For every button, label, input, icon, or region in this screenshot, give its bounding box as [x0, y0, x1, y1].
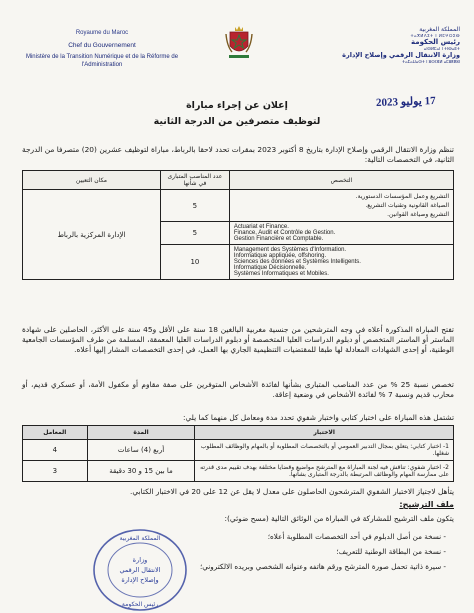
specialty-item: Actuariat et Finance.: [233, 224, 289, 230]
kingdom-tifinagh: ⵜⴰⴳⵍⴷⵉⵜ ⵏ ⵍⵎⵖⵔⵉⴱ: [410, 33, 460, 38]
posts-count: 5: [160, 222, 229, 245]
table-row: [23, 440, 454, 461]
handwritten-date: 17 يوليو 2023: [376, 94, 437, 110]
head-of-government-ar: رئيس الحكومة: [411, 38, 460, 46]
list-item: - نسخة من البطاقة الوطنية للتعريف؛: [336, 547, 446, 556]
ministry-name-fr: Ministère de la Transition Numérique et de la Réforme de l'Administration: [25, 54, 179, 68]
stamp-line3: وإصلاح الإدارة: [121, 576, 159, 584]
specialty-item: Sciences des données et Systèmes Intelligents.: [233, 259, 361, 265]
specialty-item: Informatique Décisionnelle.: [233, 265, 307, 271]
specialty-item: التشريع وعمل المؤسسات الدستورية.: [355, 193, 449, 200]
exam-header-row: [23, 426, 454, 440]
col-coefficient: المعامل: [23, 426, 88, 440]
test-duration: أربع (4) ساعات: [87, 440, 195, 461]
specialty-item: التشريع وصياغة القوانين.: [387, 211, 449, 218]
col-duration: المدة: [87, 426, 195, 440]
oral-qualification-paragraph: يتأهل لاجتياز الاختبار الشفوي المترشحون الحاصلون على معدل لا يقل عن 12 على 20 في الاختبار الكتابي.: [130, 487, 454, 496]
specialty-item: Finance, Audit et Contrôle de Gestion.: [233, 230, 336, 236]
col-posts: عدد المناصب المتبارى في شأنها: [160, 171, 229, 190]
specialties-table: [22, 170, 454, 280]
specialty-item: Informatique appliquée, offshoring.: [233, 253, 327, 259]
specialty-item: Systèmes Informatiques et Mobiles.: [233, 271, 329, 277]
header-right: [335, 26, 460, 64]
section-title-application: ملف الترشيح:: [399, 500, 454, 509]
col-specialty: التخصص: [229, 171, 453, 190]
specialties-header-row: [23, 171, 454, 190]
quota-paragraph: تخصص نسبة 25 % من عدد المناصب المتبارى بشأنها لفائدة الأشخاص المتوفرين على صفة مقاوم أو مكفول الأمة، أو عسكري قديم، أو محارب قديم ونسبة 7 % لفائدة الأشخاص في وضعية إعاقة.: [22, 380, 454, 399]
ministry-name-ar: وزارة الانتقال الرقمي وإصلاح الإدارة: [342, 51, 460, 59]
specialty-item: Management des Systèmes d'Information.: [233, 247, 347, 253]
exam-intro-paragraph: تشتمل هذه المباراة على اختبار كتابي واختبار شفوي تحدد مدة ومعامل كل منهما كما يلي:: [182, 413, 454, 422]
stamp-line2: الانتقال الرقمي: [119, 566, 161, 574]
specialty-cell: [229, 245, 453, 280]
stamp-line1: وزارة: [132, 556, 148, 564]
ministry-name-tifinagh: ⵜⴰⵎⴰⵡⴰⵙⵜ ⵏ ⵓⵙⵏⴼⵍ ⴰⵎⵓⵟⵟⵓⵏ: [402, 59, 460, 64]
test-coefficient: 3: [23, 461, 88, 482]
posts-count: 10: [160, 245, 229, 280]
test-description: 1- اختبار كتابي: يتعلق بمجال التدبير العمومي أو بالتخصصات المطلوبة أو بالمهام والوظائف المطلوب شغلها.: [195, 440, 454, 461]
exam-table: [22, 425, 454, 482]
location-cell: الإدارة المركزية بالرباط: [23, 190, 161, 280]
announcement-title: إعلان عن إجراء مباراة: [186, 100, 288, 111]
col-test: الاختبار: [195, 426, 454, 440]
header-left: [22, 30, 182, 69]
chef-gouvernement: Chef du Gouvernement: [68, 42, 136, 49]
list-item: - سيرة ذاتية تحمل صورة المترشح ورقم هاتفه وعنوانه الشخصي وبريده الالكتروني؛: [200, 562, 446, 571]
test-coefficient: 4: [23, 440, 88, 461]
stamp-top-text: المملكة المغربية: [119, 535, 161, 542]
specialty-cell: [229, 222, 453, 245]
col-location: مكان التعيين: [23, 171, 161, 190]
intro-paragraph: تنظم وزارة الانتقال الرقمي وإصلاح الإدارة بتاريخ 8 أكتوبر 2023 بمقرات تحدد لاحقا بالرباط، مباراة لتوظيف عشرين (20) متصرفا من الدرجة الثانية، في التخصصات التالية:: [22, 145, 454, 164]
kingdom-fr: Royaume du Maroc: [75, 30, 129, 36]
specialty-cell: [229, 190, 453, 222]
posts-count: 5: [160, 190, 229, 222]
specialty-item: الصياغة القانونية وتقنيات التشريع.: [365, 202, 449, 209]
specialty-item: Gestion Financière et Comptable.: [233, 236, 324, 242]
list-item: - نسخة من أصل الدبلوم في أحد التخصصات المطلوبة أعلاه؛: [267, 532, 446, 541]
coat-of-arms-icon: [224, 24, 254, 60]
kingdom-ar: المملكة المغربية: [419, 26, 460, 33]
stamp-bottom-text: رئيس الحكومة: [121, 601, 159, 608]
test-description: 2- اختبار شفوي: تناقش فيه لجنة المباراة مع المترشح مواضيع وقضايا مختلفة بهدف تقييم مدى قدرته على ممارسة المهام والوظائف المرتبطة بالدرجة المتبارى بشأنها.: [195, 461, 454, 482]
table-row: [23, 461, 454, 482]
official-stamp-icon: [92, 528, 188, 612]
application-intro-paragraph: يتكون ملف الترشيح للمشاركة في المباراة من الوثائق التالية (مسح ضوئي):: [224, 514, 454, 523]
table-row: [23, 190, 454, 222]
test-duration: ما بين 15 و 30 دقيقة: [87, 461, 195, 482]
head-of-government-tifinagh: ⴰⵏⵙⵍⵎⴰⵏ ⵏ ⵜⵏⴱⴰⴹⵜ: [423, 46, 460, 51]
announcement-subtitle: لتوظيف متصرفين من الدرجة الثانية: [153, 116, 321, 127]
eligibility-paragraph: تفتح المباراة المذكورة أعلاه في وجه المترشحين من جنسية مغربية البالغين 18 سنة على الأقل و45 سنة على الأكثر، الحاصلين على شهادة الماستر أو الماستر المتخصص أو دبلوم الدراسات العليا المتخصصة أو دبلوم الدراسات العليا المعمقة، المسلمة من طرف المؤسسات الجامعية الوطنية، أو إحدى الشهادات المعادلة لها طبقا للمقتضيات التنظيمية الجاري بها العمل، في إحدى التخصصات المشار إليها أعلاه.: [22, 325, 454, 354]
